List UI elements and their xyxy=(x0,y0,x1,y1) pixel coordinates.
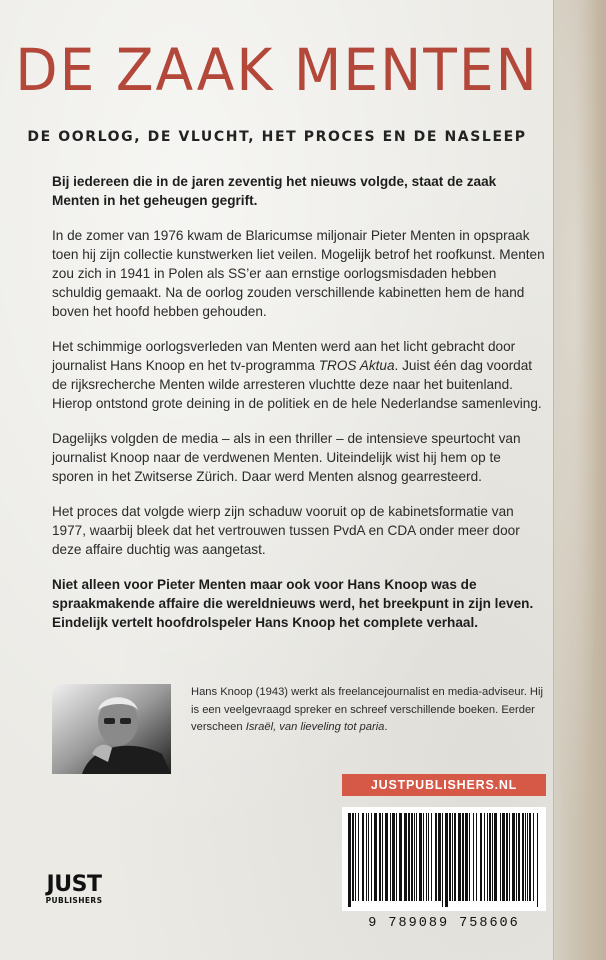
blurb-closing: Niet alleen voor Pieter Menten maar ook voor Hans Knoop was de spraakmakende affaire die wereldnieuws werd, het breekpunt in zijn leven. Eindelijk vertelt hoofdrolspeler Hans Knoop het complete verhaal. xyxy=(52,577,534,630)
barcode-bar xyxy=(392,813,395,901)
publisher-url-badge[interactable]: JUSTPUBLISHERS.NL xyxy=(342,774,546,796)
barcode-bar xyxy=(445,813,448,907)
barcode-bar xyxy=(431,813,432,901)
publisher-logo xyxy=(38,874,110,906)
logo-line-2: PUBLISHERS xyxy=(45,896,103,905)
blurb-paragraph-1: In de zomer van 1976 kwam de Blaricumse miljonair Pieter Menten in opspraak toen hij zijn collectie kunstwerken liet veilen. Mogelijk betrof het roofkunst. Menten zou zich in 1941 in Polen als SS’er aan ernstige oorlogsmisdaden hebben schuldig gemaakt. Na de oorlog zouden verschillende kabinetten hem de hand boven het hoofd hebben gehouden. xyxy=(52,228,545,319)
author-bio-text xyxy=(191,684,551,737)
blurb-intro: Bij iedereen die in de jaren zeventig het nieuws volgde, staat de zaak Menten in het geheugen gegrift. xyxy=(52,174,497,208)
barcode-bar xyxy=(374,813,377,901)
barcode-bar xyxy=(458,813,461,901)
barcode-bar xyxy=(492,813,493,901)
barcode-bar xyxy=(368,813,369,901)
barcode-bar xyxy=(454,813,456,901)
barcode-bar xyxy=(465,813,468,901)
barcode-bar xyxy=(489,813,491,901)
barcode-bar xyxy=(379,813,381,901)
barcode-bar xyxy=(487,813,488,901)
barcode-bar xyxy=(435,813,437,901)
isbn-barcode xyxy=(342,807,546,911)
author-photo xyxy=(52,684,171,774)
barcode-bar xyxy=(358,813,359,901)
barcode-bar xyxy=(426,813,427,901)
blurb-paragraph-3: Dagelijks volgden de media – als in een thriller – de intensieve speurtocht van journalist Knoop naar de verdwenen Menten. Uiteindelijk wist hij hem op te sporen in het Zwitserse Zürich. Daar werd Menten alsnog gearresteerd. xyxy=(52,431,521,484)
logo-line-1: JUST xyxy=(46,872,102,897)
barcode-bar xyxy=(469,813,470,901)
author-bio-end: . xyxy=(384,721,388,733)
barcode-bar xyxy=(480,813,482,901)
barcode-bar xyxy=(371,813,372,901)
barcode-bar xyxy=(500,813,501,901)
book-subtitle: DE OORLOG, DE VLUCHT, HET PROCES EN DE NASLEEP xyxy=(27,129,527,145)
author-bio xyxy=(191,684,551,737)
paragraph-2-text-end: . Juist één dag voordat de rijksrecherche Menten wilde arresteren vluchtte deze naar het buitenland. Hierop ontstond grote deining in de politiek en de hele Nederlandse samenleving. xyxy=(52,358,542,411)
blurb xyxy=(52,172,546,648)
barcode-bar xyxy=(484,813,485,901)
barcode-bar xyxy=(529,813,531,901)
barcode-bar xyxy=(522,813,524,901)
barcode-bar xyxy=(494,813,497,901)
barcode-bar xyxy=(416,813,417,901)
barcode-bar xyxy=(449,813,451,901)
barcode-bar xyxy=(442,813,443,907)
barcode-bar xyxy=(462,813,464,901)
book-title: DE ZAAK MENTEN xyxy=(15,36,539,104)
barcode-bar xyxy=(348,813,351,907)
barcode-bar xyxy=(385,813,388,901)
barcode-bar xyxy=(516,813,517,901)
barcode-bar xyxy=(525,813,526,901)
blurb-paragraph-4: Het proces dat volgde wierp zijn schaduw vooruit op de kabinetsformatie van 1977, waarbij bleek dat het vertrouwen tussen PvdA en CDA onder meer door deze affaire duchtig was aangetast. xyxy=(52,504,520,557)
barcode-bar xyxy=(362,813,364,901)
barcode-bar xyxy=(473,813,474,901)
barcode-bar xyxy=(404,813,407,901)
author-previous-book: Israël, van lieveling tot paria xyxy=(245,721,385,733)
author-bio-main: Hans Knoop (1943) werkt als freelancejournalist en media-adviseur. Hij is een veelgevraagd spreker en schreef verschillende boeken. Eerder verscheen xyxy=(191,686,543,733)
barcode-bar xyxy=(399,813,402,901)
barcode-bar xyxy=(355,813,356,901)
barcode-bar xyxy=(411,813,413,901)
barcode-bar xyxy=(438,813,441,901)
paragraph-2-text-start: Het schimmige oorlogsverleden van Menten werd aan het licht gebracht door journalist Hans Knoop en het tv-programma xyxy=(52,339,516,373)
author-portrait-image xyxy=(52,684,171,774)
barcode-bar xyxy=(509,813,510,901)
barcode-bar xyxy=(502,813,505,901)
tv-program-name: TROS Aktua xyxy=(318,358,395,373)
blurb-paragraph-2 xyxy=(52,337,546,413)
isbn-number: 9 789089 758606 xyxy=(368,916,520,931)
barcode-bar xyxy=(408,813,410,901)
barcode-bar xyxy=(382,813,383,901)
barcode-bar xyxy=(390,813,391,901)
barcode-bar xyxy=(423,813,424,901)
book-spine xyxy=(553,0,606,960)
barcode-bar xyxy=(527,813,528,901)
barcode-bar xyxy=(352,813,354,901)
barcode-bar xyxy=(476,813,477,901)
barcode-bar xyxy=(533,813,534,901)
barcode-bar xyxy=(452,813,453,901)
barcode-bar xyxy=(366,813,367,901)
barcode-bar xyxy=(396,813,397,901)
barcode-bar xyxy=(537,813,538,907)
barcode-bar xyxy=(419,813,422,901)
barcode-bar xyxy=(512,813,515,901)
barcode-bars xyxy=(342,807,546,911)
barcode-bar xyxy=(414,813,415,901)
barcode-bar xyxy=(506,813,508,901)
barcode-bar xyxy=(428,813,429,901)
barcode-bar xyxy=(518,813,520,901)
